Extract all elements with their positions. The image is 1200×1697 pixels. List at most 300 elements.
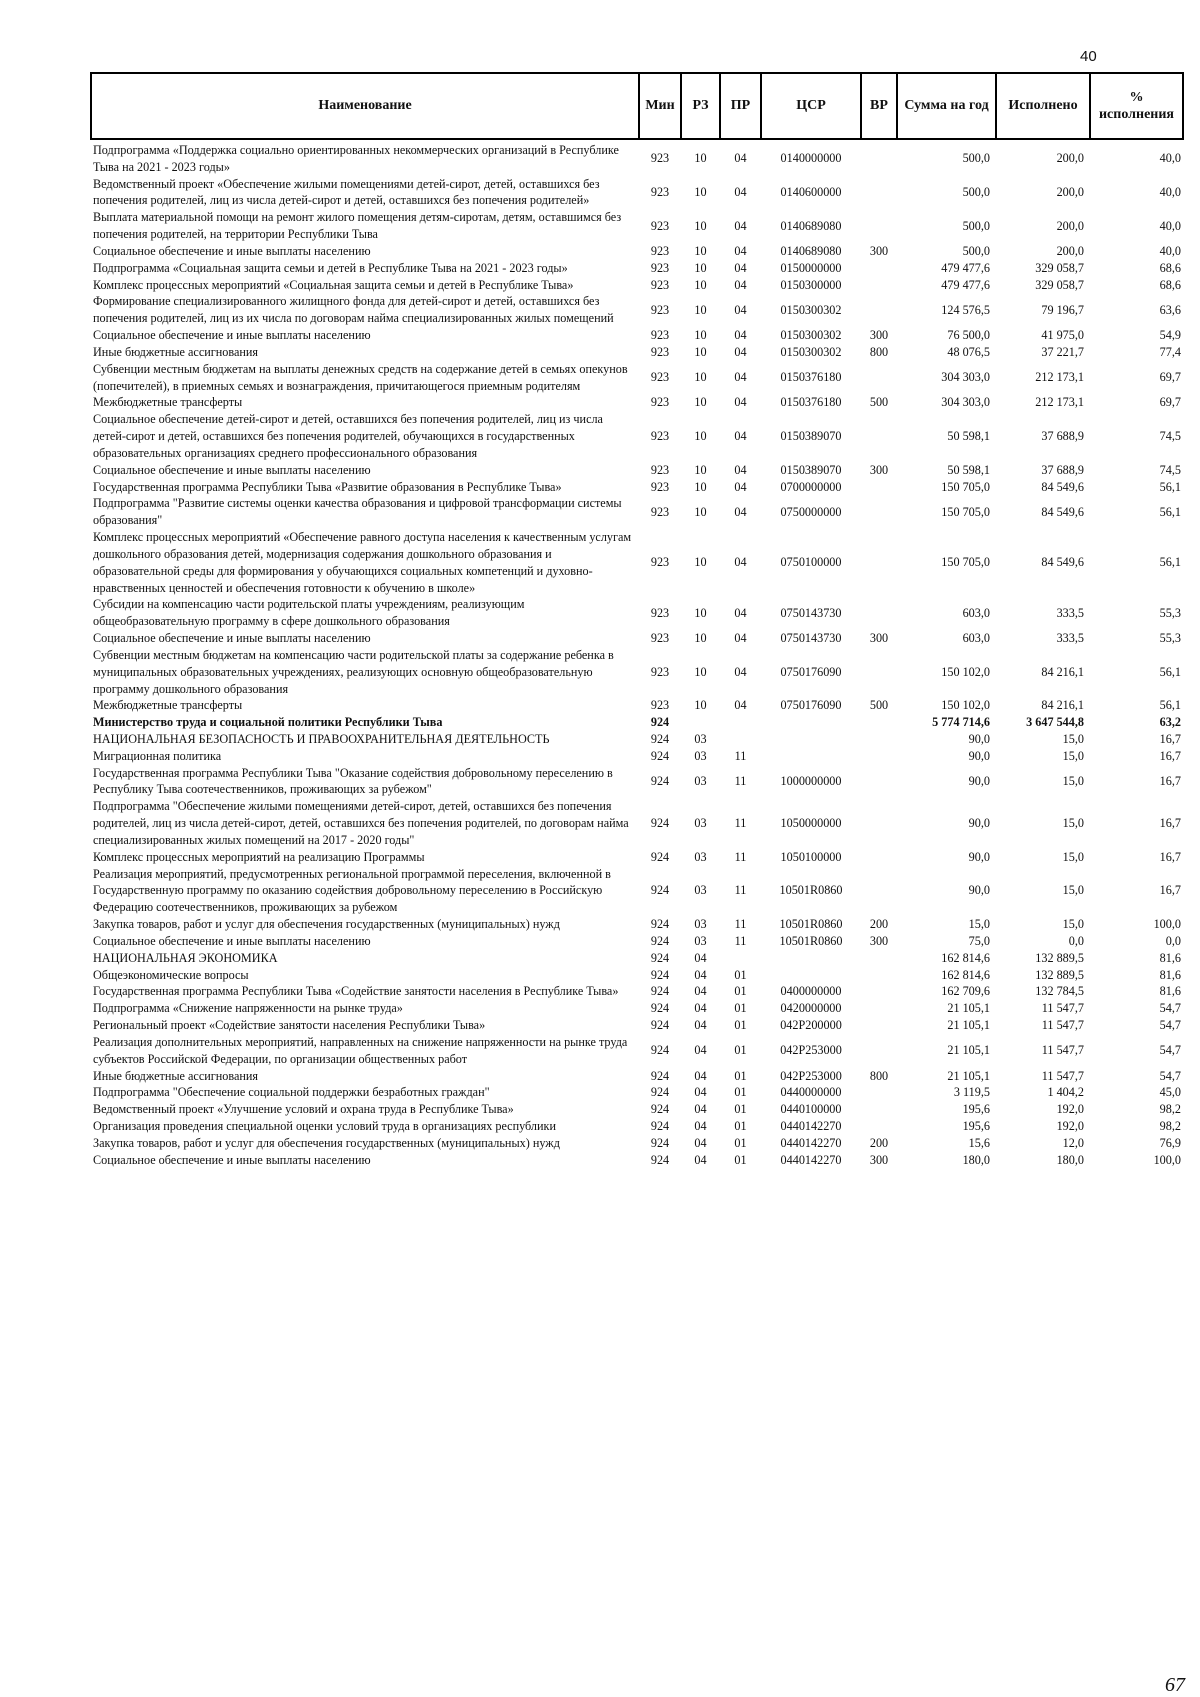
row-sum: 162 814,6	[941, 967, 990, 982]
row-rz: 03	[694, 849, 707, 864]
row-name: Подпрограмма «Поддержка социально ориентированных некоммерческих организаций в Республике Тыва на 2021 - 2023 годы»	[93, 143, 619, 174]
row-name: Социальное обеспечение и иные выплаты населению	[93, 462, 371, 477]
table-row	[91, 529, 1183, 596]
row-rz: 10	[694, 462, 707, 477]
row-vr	[861, 293, 897, 327]
header-done: Исполнено	[996, 73, 1090, 139]
header-csr: ЦСР	[761, 73, 861, 139]
table-row	[91, 647, 1183, 697]
row-done: 333,5	[1056, 631, 1084, 646]
row-done: 192,0	[1056, 1102, 1084, 1117]
row-name: Закупка товаров, работ и услуг для обеспечения государственных (муниципальных) нужд	[93, 1135, 560, 1150]
row-pr: 11	[734, 816, 747, 831]
row-pr: 01	[734, 1119, 747, 1134]
row-pr: 11	[734, 849, 747, 864]
row-csr: 0140689080	[780, 243, 842, 258]
row-csr: 0140600000	[780, 185, 842, 200]
row-pr: 04	[734, 277, 747, 292]
row-min: 923	[650, 605, 670, 620]
row-min: 924	[650, 731, 670, 746]
row-vr: 500	[869, 698, 889, 713]
row-percent: 81,6	[1159, 950, 1181, 965]
row-rz: 03	[694, 816, 707, 831]
row-pr: 01	[734, 1135, 747, 1150]
row-vr	[861, 209, 897, 243]
row-sum: 500,0	[962, 218, 990, 233]
table-row	[91, 849, 1183, 866]
row-name: Комплекс процессных мероприятий «Обеспечение равного доступа населения к качественным услугам дошкольного образования детей, модернизация содержания дошкольного образования и образовательной среды для формирования у обучающихся социальных компетенций и духовно-нравственных ценностей и обеспечения готовности к обучению в школе»	[93, 530, 632, 595]
row-min: 923	[650, 277, 670, 292]
row-pr: 04	[734, 260, 747, 275]
row-percent: 100,0	[1153, 917, 1181, 932]
row-name: Субвенции местным бюджетам на компенсацию части родительской платы за содержание ребенка в муниципальных образовательных учреждениях, реализующих основную общеобразовательную программу дошкольного образования	[93, 647, 614, 696]
row-vr	[861, 967, 897, 984]
row-percent: 16,7	[1159, 883, 1181, 898]
row-rz: 04	[694, 1135, 707, 1150]
row-sum: 500,0	[962, 243, 990, 258]
table-row	[91, 293, 1183, 327]
row-sum: 479 477,6	[941, 277, 990, 292]
table-row	[91, 630, 1183, 647]
row-name: Комплекс процессных мероприятий «Социальная защита семьи и детей в Республике Тыва»	[93, 277, 574, 292]
row-min: 924	[650, 1068, 670, 1083]
row-done: 84 549,6	[1041, 479, 1084, 494]
row-name: Иные бюджетные ассигнования	[93, 1068, 259, 1083]
row-min: 924	[650, 1043, 670, 1058]
row-done: 132 889,5	[1035, 950, 1084, 965]
row-csr: 0750176090	[780, 698, 842, 713]
row-min: 924	[650, 1018, 670, 1033]
row-rz: 10	[694, 429, 707, 444]
row-pr: 04	[734, 328, 747, 343]
row-sum: 150 705,0	[941, 555, 990, 570]
row-min: 924	[650, 950, 670, 965]
row-csr: 1050100000	[780, 849, 842, 864]
row-min: 924	[650, 1085, 670, 1100]
row-percent: 100,0	[1153, 1152, 1181, 1167]
row-pr: 11	[734, 933, 747, 948]
row-name: Государственная программа Республики Тыва «Содействие занятости населения в Республике Тыва»	[93, 984, 619, 999]
row-vr	[861, 139, 897, 176]
row-rz: 04	[694, 967, 707, 982]
row-name: Межбюджетные трансферты	[93, 698, 243, 713]
row-percent: 54,7	[1159, 1043, 1181, 1058]
row-percent: 45,0	[1159, 1085, 1181, 1100]
row-csr: 0750100000	[780, 555, 842, 570]
row-done: 0,0	[1068, 933, 1084, 948]
row-vr	[861, 849, 897, 866]
row-csr: 042P200000	[780, 1018, 842, 1033]
row-min: 924	[650, 1152, 670, 1167]
row-min: 923	[650, 344, 670, 359]
row-sum: 50 598,1	[947, 429, 990, 444]
row-sum: 21 105,1	[947, 1001, 990, 1016]
row-sum: 150 102,0	[941, 698, 990, 713]
row-pr: 01	[734, 1018, 747, 1033]
row-done: 37 221,7	[1041, 344, 1084, 359]
row-sum: 21 105,1	[947, 1043, 990, 1058]
row-percent: 16,7	[1159, 816, 1181, 831]
row-pr: 04	[734, 429, 747, 444]
row-name: Государственная программа Республики Тыва "Оказание содействия добровольному переселению в Республику Тыва соотечественников, проживающих за рубежом"	[93, 765, 613, 797]
row-vr	[861, 361, 897, 395]
row-done: 15,0	[1062, 816, 1084, 831]
row-percent: 68,6	[1159, 260, 1181, 275]
row-min: 923	[650, 462, 670, 477]
row-vr: 300	[869, 933, 889, 948]
row-pr: 04	[734, 504, 747, 519]
row-name: Социальное обеспечение и иные выплаты населению	[93, 328, 371, 343]
row-name: Подпрограмма "Обеспечение жилыми помещениями детей-сирот, детей, оставшихся без попечения родителей, лиц из числа детей-сирот, детей, оставшихся без попечения родителей, по договорам найма специализированных жилых помещений на 2017 - 2020 годы"	[93, 799, 629, 847]
row-vr	[861, 983, 897, 1000]
row-name: Подпрограмма "Развитие системы оценки качества образования и цифровой трансформации системы образования"	[93, 496, 622, 528]
row-done: 15,0	[1062, 883, 1084, 898]
row-done: 11 547,7	[1041, 1068, 1084, 1083]
row-vr: 300	[869, 328, 889, 343]
row-done: 11 547,7	[1041, 1043, 1084, 1058]
row-pr: 04	[734, 243, 747, 258]
row-vr	[861, 411, 897, 461]
row-min: 924	[650, 1135, 670, 1150]
row-rz: 04	[694, 1068, 707, 1083]
row-rz: 03	[694, 774, 707, 789]
row-pr: 04	[734, 555, 747, 570]
row-done: 15,0	[1062, 731, 1084, 746]
row-min: 923	[650, 395, 670, 410]
row-rz: 04	[694, 984, 707, 999]
row-done: 212 173,1	[1035, 370, 1084, 385]
row-sum: 90,0	[968, 748, 990, 763]
row-name: Общеэкономические вопросы	[93, 967, 249, 982]
table-row	[91, 361, 1183, 395]
table-row	[91, 697, 1183, 714]
row-sum: 90,0	[968, 849, 990, 864]
table-row	[91, 139, 1183, 176]
row-min: 923	[650, 429, 670, 444]
row-name: Комплекс процессных мероприятий на реализацию Программы	[93, 849, 425, 864]
row-min: 923	[650, 370, 670, 385]
row-csr: 0440142270	[780, 1152, 842, 1167]
row-csr	[761, 731, 861, 748]
row-percent: 81,6	[1159, 984, 1181, 999]
table-row	[91, 967, 1183, 984]
row-vr: 200	[869, 917, 889, 932]
row-sum: 162 709,6	[941, 984, 990, 999]
row-csr: 0750176090	[780, 664, 842, 679]
row-vr	[861, 479, 897, 496]
row-name: Формирование специализированного жилищного фонда для детей-сирот и детей, оставшихся без попечения родителей, лиц из их числа по договорам найма специализированных жилых помещений	[93, 294, 614, 326]
row-name: Иные бюджетные ассигнования	[93, 344, 259, 359]
row-sum: 150 705,0	[941, 479, 990, 494]
row-name: Миграционная политика	[93, 748, 222, 763]
row-done: 84 549,6	[1041, 555, 1084, 570]
row-rz: 10	[694, 344, 707, 359]
row-csr: 0440100000	[780, 1102, 842, 1117]
row-csr: 0140689080	[780, 218, 842, 233]
row-percent: 76,9	[1159, 1135, 1181, 1150]
row-sum: 48 076,5	[947, 344, 990, 359]
table-row	[91, 798, 1183, 848]
row-sum: 124 576,5	[941, 302, 990, 317]
row-done: 15,0	[1062, 917, 1084, 932]
row-min: 923	[650, 555, 670, 570]
row-name: Социальное обеспечение и иные выплаты населению	[93, 243, 371, 258]
row-name: Социальное обеспечение детей-сирот и детей, оставшихся без попечения родителей, лиц из числа детей-сирот и детей, оставшихся без попечения родителей, обучающихся в государственных образовательных организациях среднего профессионального образования	[93, 412, 603, 460]
row-done: 11 547,7	[1041, 1018, 1084, 1033]
row-csr: 10501R0860	[779, 883, 843, 898]
row-sum: 195,6	[962, 1102, 990, 1117]
row-percent: 56,1	[1159, 555, 1181, 570]
table-row	[91, 277, 1183, 294]
table-row	[91, 765, 1183, 799]
row-percent: 69,7	[1159, 370, 1181, 385]
row-sum: 500,0	[962, 185, 990, 200]
budget-execution-table	[90, 72, 1184, 1169]
row-percent: 40,0	[1159, 243, 1181, 258]
row-percent: 16,7	[1159, 748, 1181, 763]
row-csr	[761, 967, 861, 984]
table-row	[91, 209, 1183, 243]
row-sum: 21 105,1	[947, 1018, 990, 1033]
row-name: Межбюджетные трансферты	[93, 395, 243, 410]
row-done: 37 688,9	[1041, 462, 1084, 477]
row-done: 84 549,6	[1041, 504, 1084, 519]
row-pr: 04	[734, 462, 747, 477]
row-name: Подпрограмма «Социальная защита семьи и детей в Республике Тыва на 2021 - 2023 годы»	[93, 260, 568, 275]
row-done: 1 404,2	[1047, 1085, 1084, 1100]
row-min: 924	[650, 715, 670, 730]
row-pr: 01	[734, 1152, 747, 1167]
row-min: 923	[650, 664, 670, 679]
row-vr	[861, 495, 897, 529]
row-vr	[861, 1084, 897, 1101]
row-done: 333,5	[1056, 605, 1084, 620]
row-percent: 54,9	[1159, 328, 1181, 343]
table-row	[91, 495, 1183, 529]
row-csr: 0150300000	[780, 277, 842, 292]
row-pr: 04	[734, 344, 747, 359]
header-rz: РЗ	[681, 73, 720, 139]
row-percent: 16,7	[1159, 774, 1181, 789]
row-name: Социальное обеспечение и иные выплаты населению	[93, 933, 371, 948]
row-name: Ведомственный проект «Обеспечение жилыми помещениями детей-сирот, детей, оставшихся без попечения родителей, лиц из числа детей-сирот и детей, оставшихся без попечения родителей»	[93, 176, 600, 208]
row-sum: 50 598,1	[947, 462, 990, 477]
row-vr	[861, 765, 897, 799]
row-name: Реализация мероприятий, предусмотренных региональной программой переселения, включенной в Государственную программу по оказанию содействия добровольному переселению в Российскую Федерацию соотечественников, проживающих за рубежом	[93, 866, 611, 915]
row-vr	[861, 529, 897, 596]
row-vr	[861, 176, 897, 210]
row-rz: 10	[694, 218, 707, 233]
row-percent: 74,5	[1159, 462, 1181, 477]
table-row	[91, 1101, 1183, 1118]
table-row	[91, 327, 1183, 344]
row-rz: 04	[694, 1001, 707, 1016]
table-row	[91, 933, 1183, 950]
row-rz: 04	[694, 1043, 707, 1058]
row-csr	[761, 714, 861, 731]
row-percent: 55,3	[1159, 631, 1181, 646]
row-name: Субсидии на компенсацию части родительской платы учреждениям, реализующим общеобразовательную программу в сфере дошкольного образования	[93, 597, 525, 629]
row-percent: 0,0	[1165, 933, 1181, 948]
row-min: 924	[650, 984, 670, 999]
row-name: Выплата материальной помощи на ремонт жилого помещения детям-сиротам, детям, оставшимся без попечения родителей, на территории Республики Тыва	[93, 210, 622, 242]
row-sum: 15,6	[968, 1135, 990, 1150]
row-percent: 81,6	[1159, 967, 1181, 982]
row-rz: 04	[694, 1018, 707, 1033]
table-row	[91, 1000, 1183, 1017]
row-sum: 90,0	[968, 883, 990, 898]
row-done: 329 058,7	[1035, 277, 1084, 292]
row-percent: 56,1	[1159, 504, 1181, 519]
page-corner-mark: 67	[1165, 1674, 1185, 1696]
table-row	[91, 1034, 1183, 1068]
row-vr: 500	[869, 395, 889, 410]
row-done: 212 173,1	[1035, 395, 1084, 410]
row-csr: 10501R0860	[779, 917, 843, 932]
row-min: 923	[650, 504, 670, 519]
row-done: 15,0	[1062, 748, 1084, 763]
row-name: Подпрограмма «Снижение напряженности на рынке труда»	[93, 1001, 403, 1016]
row-min: 923	[650, 218, 670, 233]
row-done: 200,0	[1056, 243, 1084, 258]
table-row	[91, 1135, 1183, 1152]
row-done: 132 784,5	[1035, 984, 1084, 999]
row-sum: 15,0	[968, 917, 990, 932]
table-row	[91, 1068, 1183, 1085]
row-rz: 10	[694, 698, 707, 713]
row-percent: 54,7	[1159, 1068, 1181, 1083]
row-vr: 300	[869, 631, 889, 646]
row-rz: 10	[694, 185, 707, 200]
row-percent: 98,2	[1159, 1119, 1181, 1134]
row-min: 923	[650, 302, 670, 317]
row-min: 923	[650, 328, 670, 343]
row-pr: 04	[734, 370, 747, 385]
row-done: 200,0	[1056, 185, 1084, 200]
row-name: Субвенции местным бюджетам на выплаты денежных средств на содержание детей в семьях опекунов (попечителей), в приемных семьях и вознаграждения, причитающегося приемным родителям	[93, 361, 628, 393]
row-vr: 800	[869, 344, 889, 359]
row-sum: 304 303,0	[941, 370, 990, 385]
row-csr: 1000000000	[780, 774, 842, 789]
row-csr: 0150376180	[780, 395, 842, 410]
row-rz: 10	[694, 302, 707, 317]
row-percent: 16,7	[1159, 849, 1181, 864]
table-header-row	[91, 73, 1183, 139]
row-pr: 01	[734, 984, 747, 999]
table-row	[91, 394, 1183, 411]
table-row	[91, 596, 1183, 630]
row-pr: 01	[734, 1001, 747, 1016]
row-rz: 04	[694, 950, 707, 965]
row-sum: 304 303,0	[941, 395, 990, 410]
row-rz: 03	[694, 917, 707, 932]
row-csr: 0420000000	[780, 1001, 842, 1016]
row-min: 923	[650, 185, 670, 200]
row-vr	[861, 596, 897, 630]
row-pr	[720, 731, 761, 748]
row-sum: 90,0	[968, 774, 990, 789]
row-sum: 5 774 714,6	[932, 715, 990, 730]
row-vr: 200	[869, 1135, 889, 1150]
row-pr: 04	[734, 151, 747, 166]
row-min: 924	[650, 849, 670, 864]
table-row	[91, 866, 1183, 916]
row-percent: 40,0	[1159, 151, 1181, 166]
row-rz: 03	[694, 933, 707, 948]
row-vr	[861, 277, 897, 294]
row-pr: 01	[734, 1068, 747, 1083]
row-pr: 11	[734, 748, 747, 763]
row-percent: 55,3	[1159, 605, 1181, 620]
row-percent: 54,7	[1159, 1018, 1181, 1033]
row-min: 923	[650, 479, 670, 494]
table-row	[91, 344, 1183, 361]
row-name: Реализация дополнительных мероприятий, направленных на снижение напряженности на рынке труда субъектов Российской Федерации, по организации общественных работ	[93, 1034, 628, 1066]
page-number: 40	[1080, 48, 1097, 65]
row-done: 180,0	[1056, 1152, 1084, 1167]
row-percent: 98,2	[1159, 1102, 1181, 1117]
row-rz: 10	[694, 504, 707, 519]
table-row	[91, 176, 1183, 210]
table-row	[91, 260, 1183, 277]
row-pr: 04	[734, 479, 747, 494]
row-csr: 0440142270	[780, 1135, 842, 1150]
row-name: Закупка товаров, работ и услуг для обеспечения государственных (муниципальных) нужд	[93, 917, 560, 932]
row-rz: 10	[694, 243, 707, 258]
row-csr: 0700000000	[780, 479, 842, 494]
row-done: 200,0	[1056, 151, 1084, 166]
row-sum: 76 500,0	[947, 328, 990, 343]
table-row	[91, 916, 1183, 933]
header-name: Наименование	[91, 73, 639, 139]
table-row	[91, 1152, 1183, 1169]
row-min: 923	[650, 631, 670, 646]
header-pr: ПР	[720, 73, 761, 139]
row-pr: 04	[734, 664, 747, 679]
table-row	[91, 243, 1183, 260]
row-rz: 10	[694, 277, 707, 292]
row-csr: 0140000000	[780, 151, 842, 166]
row-vr	[861, 748, 897, 765]
row-done: 15,0	[1062, 774, 1084, 789]
row-min: 923	[650, 698, 670, 713]
row-csr: 1050000000	[780, 816, 842, 831]
row-sum: 21 105,1	[947, 1068, 990, 1083]
row-min: 923	[650, 243, 670, 258]
row-rz: 10	[694, 260, 707, 275]
row-min: 924	[650, 816, 670, 831]
row-csr: 0150389070	[780, 462, 842, 477]
row-name: Министерство труда и социальной политики Республики Тыва	[93, 715, 443, 730]
row-rz: 03	[694, 883, 707, 898]
header-percent: % исполнения	[1090, 73, 1183, 139]
row-csr: 0150300302	[780, 302, 842, 317]
row-sum: 90,0	[968, 731, 990, 746]
row-name: Социальное обеспечение и иные выплаты населению	[93, 1152, 371, 1167]
row-pr: 04	[734, 395, 747, 410]
row-done: 84 216,1	[1041, 664, 1084, 679]
row-percent: 16,7	[1159, 731, 1181, 746]
row-rz: 03	[694, 731, 707, 746]
row-pr: 04	[734, 302, 747, 317]
row-csr: 0750143730	[780, 605, 842, 620]
row-min: 924	[650, 883, 670, 898]
row-pr: 11	[734, 774, 747, 789]
row-rz: 04	[694, 1085, 707, 1100]
row-sum: 195,6	[962, 1119, 990, 1134]
row-rz: 04	[694, 1119, 707, 1134]
table-row	[91, 1017, 1183, 1034]
